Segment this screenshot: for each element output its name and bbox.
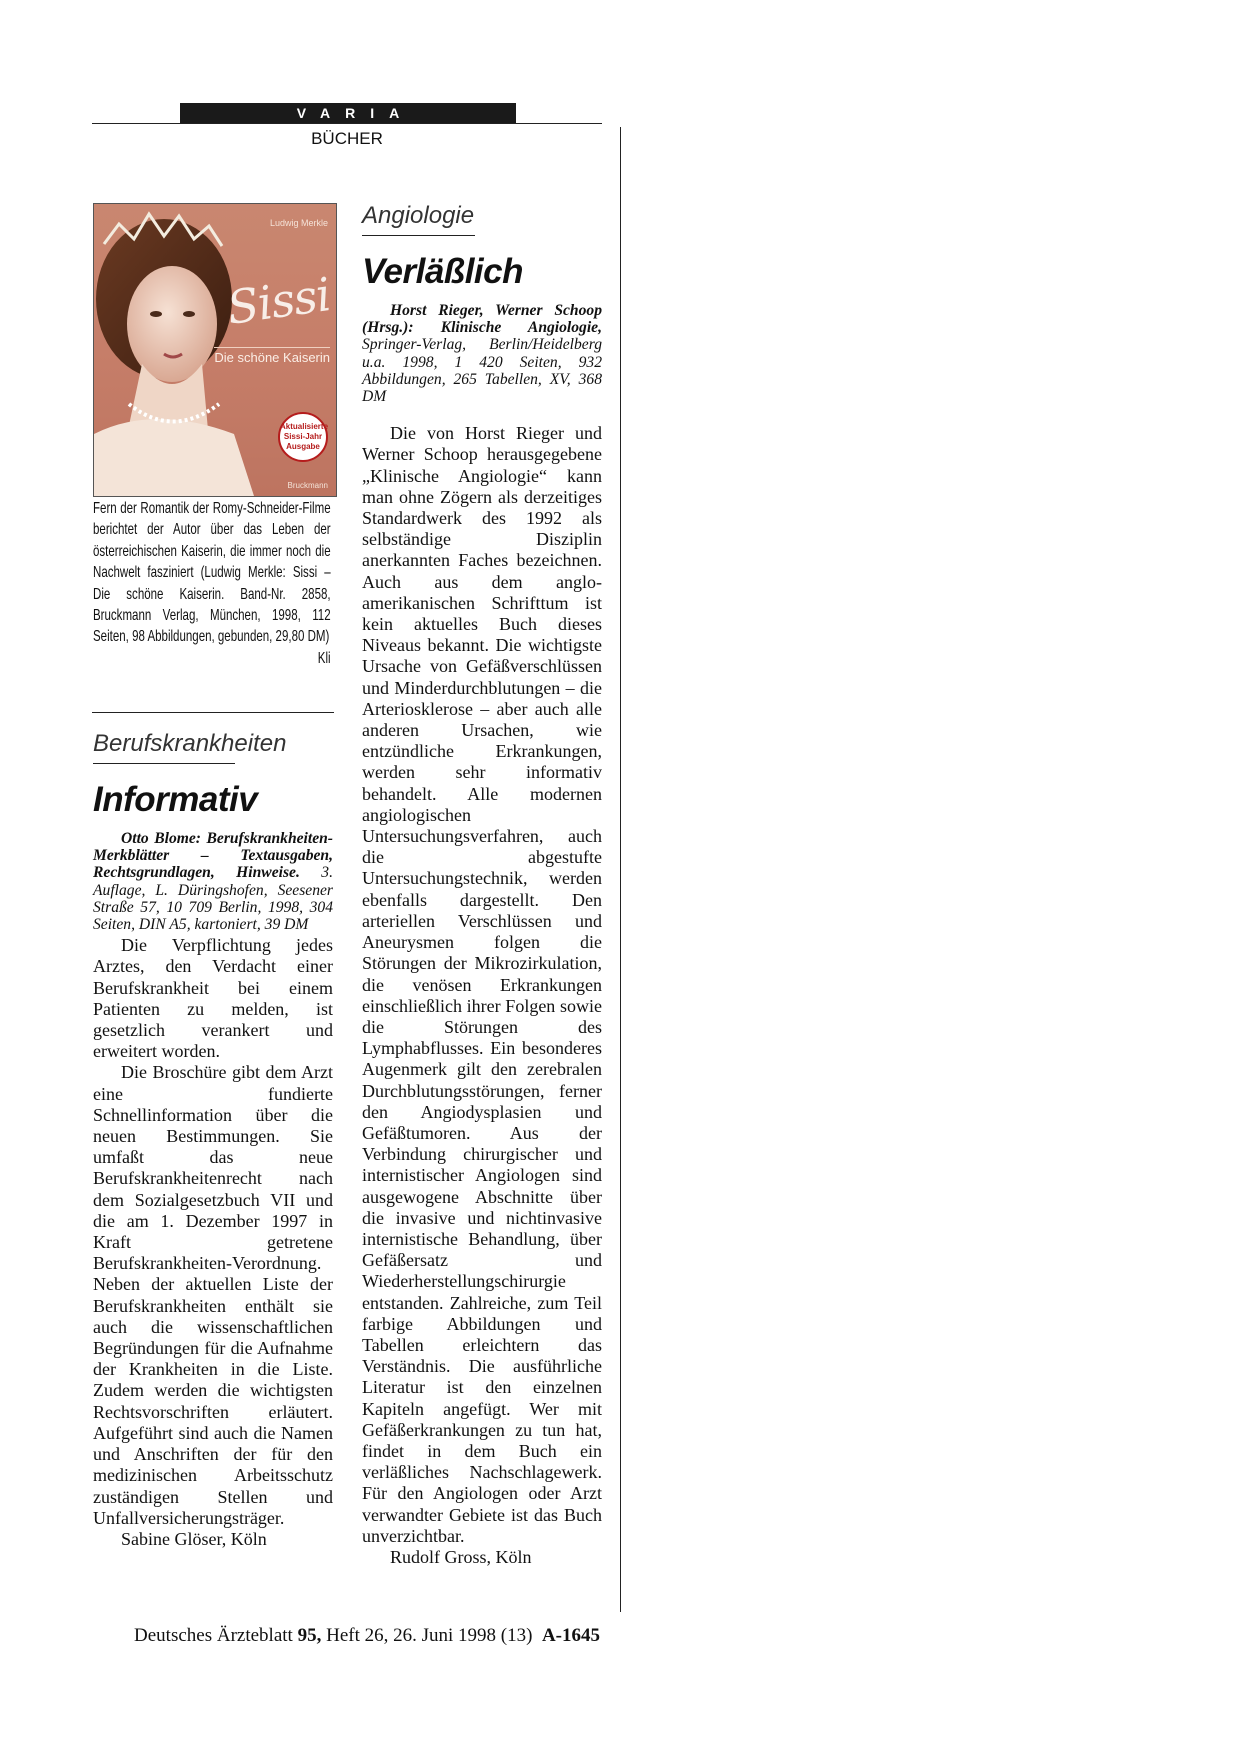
caption-signature: Kli — [317, 649, 331, 667]
journal-volume: 95, — [297, 1625, 322, 1646]
article-headline: Verläßlich — [362, 252, 523, 291]
column-divider — [620, 127, 621, 1612]
header-rule — [92, 123, 602, 124]
journal-issue: Heft 26, 26. Juni 1998 (13) — [326, 1625, 533, 1646]
cover-title: Sissi — [223, 267, 334, 335]
article-body — [362, 423, 602, 1547]
cover-caption — [93, 498, 331, 669]
reference-details: 3. Auflage, L. Düringshofen, Seesener Straße 57, 10 709 Berlin, 1998, 304 Seiten, DIN A5, kartoniert, 39 DM — [93, 864, 333, 934]
reference-title: Otto Blome: Berufskrankheiten-Merkblätter – Textausgaben, Rechtsgrundlagen, Hinweise. — [93, 830, 333, 882]
badge-line-3: Ausgabe — [286, 442, 320, 451]
article-signature: Rudolf Gross, Köln — [390, 1546, 532, 1567]
cover-publisher: Bruckmann — [287, 481, 328, 490]
book-reference — [93, 830, 333, 933]
badge-line-1: Aktualisierte — [280, 422, 329, 431]
cover-subtitle: Die schöne Kaiserin — [214, 347, 330, 365]
separator-rule — [92, 712, 334, 713]
article-rubric: Angiologie — [362, 202, 475, 236]
cover-author: Ludwig Merkle — [269, 218, 328, 228]
article-signature: Sabine Glöser, Köln — [121, 1528, 267, 1549]
article-rubric: Berufskrankheiten — [93, 730, 235, 764]
caption-text: Fern der Romantik der Romy-Schneider-Filme berichtet der Autor über das Leben der österreichischen Kaiserin, die immer noch die Nachwelt fasziniert (Ludwig Merkle: Sissi – Die schöne Kaiserin. Band-Nr. 2858, Bruckmann Verlag, München, 1998, 112 Seiten, 98 Abbildungen, gebunden, 29,80 DM) — [93, 500, 331, 646]
page-number: A-1645 — [541, 1625, 600, 1646]
article-right — [362, 202, 602, 1568]
section-banner: VARIA — [180, 103, 516, 123]
cover-badge — [278, 412, 328, 462]
article-headline: Informativ — [93, 780, 258, 819]
page-footer — [98, 1625, 600, 1647]
reference-details: Springer-Verlag, Berlin/Heidelberg u.a. 1998, 1 420 Seiten, 932 Abbildungen, 265 Tabellen, XV, 368 DM — [362, 336, 602, 406]
paragraph: Die Verpflichtung jedes Arztes, den Verdacht einer Berufskrankheit bei einem Patienten zu melden, ist gesetzlich verankert und erweitert worden. — [93, 935, 333, 1062]
subsection-title: BÜCHER — [311, 129, 383, 148]
book-reference — [362, 302, 602, 405]
book-cover-image — [93, 203, 337, 497]
article-left — [93, 730, 333, 1550]
badge-line-2: Sissi-Jahr — [283, 432, 323, 441]
paragraph: Die von Horst Rieger und Werner Schoop herausgegebene „Klinische Angiologie“ kann man ohne Zögern als derzeitiges Standardwerk des 1992 als selbständige Disziplin anerkannten Faches bezeichnen. Auch aus dem anglo-amerikanischen Schrifttum ist kein aktuelles Buch dieses Niveaus bekannt. Die wichtigste Ursache von Gefäßverschlüssen und Minderdurchblutungen – die Arteriosklerose – aber auch alle anderen Ursachen, wie entzündliche Erkrankungen, werden sehr informativ behandelt. Alle modernen angiologischen Untersuchungsverfahren, auch die abgestufte Untersuchungstechnik, werden ebenfalls dargestellt. Den arteriellen Verschlüssen und Aneurysmen folgen die Störungen der Mikrozirkulation, die venösen Erkrankungen einschließlich ihrer Folgen sowie die Störungen des Lymphabflusses. Ein besonderes Augenmerk gilt den zerebralen Durchblutungsstörungen, ferner den Angiodysplasien und Gefäßtumoren. Aus der Verbindung chirurgischer und internistischer Angiologen sind ausgewogene Abschnitte über die invasive und nichtinvasive internistische Behandlung, über Gefäßersatz und Wiederherstellungschirurgie entstanden. Zahlreiche, zum Teil farbige Abbildungen und Tabellen erleichtern das Verständnis. Die ausführliche Literatur ist den einzelnen Kapiteln angefügt. Wer mit Gefäßerkrankungen zu tun hat, findet in dem Buch ein verläßliches Nachschlagewerk. Für den Angiologen oder Arzt verwandter Gebiete ist das Buch unverzichtbar. — [362, 423, 602, 1546]
journal-name: Deutsches Ärzteblatt — [134, 1625, 293, 1646]
paragraph: Die Broschüre gibt dem Arzt eine fundierte Schnellinformation über die neuen Bestimmungen. Sie umfaßt das neue Berufskrankheitenrecht nach dem Sozialgesetzbuch VII und die am 1. Dezember 1997 in Kraft getretene Berufskrankheiten-Verordnung. Neben der aktuellen Liste der Berufskrankheiten enthält sie auch die wissenschaftlichen Begründungen für die Aufnahme der Krankheiten in die Liste. Zudem werden die wichtigsten Rechtsvorschriften erläutert. Aufgeführt sind auch die Namen und Anschriften der für den medizinischen Arbeitsschutz zuständigen Stellen und Unfallversicherungsträger. — [93, 1062, 333, 1528]
article-body — [93, 935, 333, 1529]
reference-title: Horst Rieger, Werner Schoop (Hrsg.): Klinische Angiologie, — [362, 302, 602, 337]
